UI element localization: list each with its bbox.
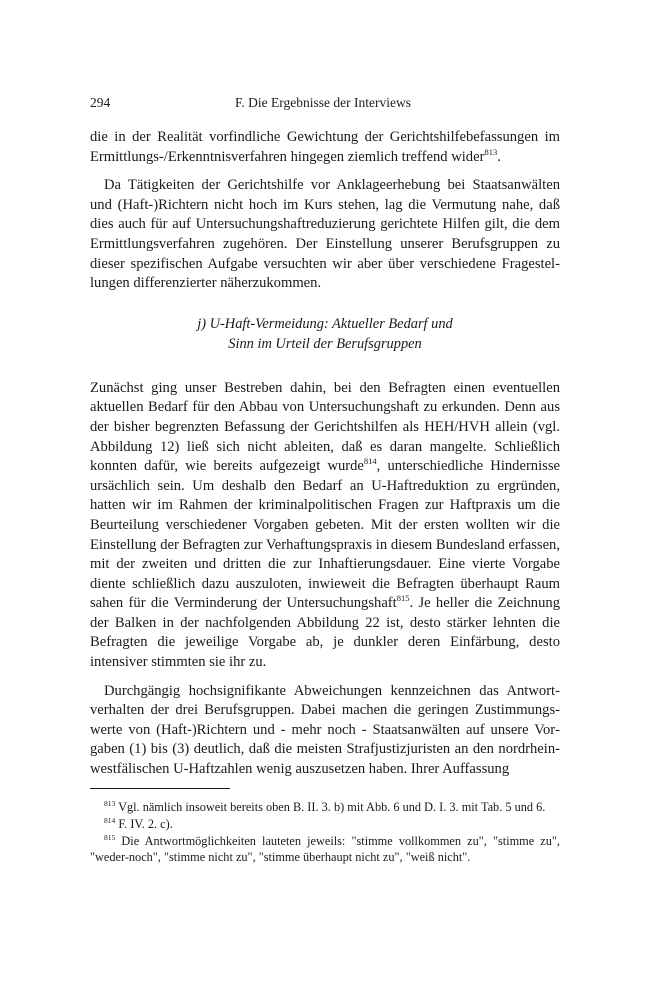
footnote-ref: 815 xyxy=(396,593,410,604)
section-heading-line: j) U-Haft-Vermeidung: Aktueller Bedarf und xyxy=(197,315,453,332)
section-heading xyxy=(90,314,560,354)
page-number: 294 xyxy=(90,95,111,110)
paragraph: Zunächst ging unser Bestreben dahin, bei den Befragten einen eventuellen aktuellen Bedarf für den Abbau von Untersuchungshaft zu erkunden. Denn aus der bisher begrenzten Befassung der Gerichtshilfen als HEH/HVH allein (vgl. Abbildung 12) ließ sich nicht ableiten, daß es daran mangelte. Schließlich konnten dafür, wie bereits aufgezeigt wurde$^{814}$, unterschiedliche Hindernisse ursächlich sein. Um deshalb den Bedarf an U-Haftreduktion zu ergründen, hatten wir im Rahmen der kriminalpolitischen Fragen zur Haftpraxis um die Beurteilung verschiedener Vorgaben gebeten. Mit der ersten wollten wir die Einstellung der Befragten zur Verhaftungspraxis in diesem Bundesland erfassen, mit der zweiten und dritten die zur Inhaftierungsdauer. Eine vierte Vorgabe diente schließlich dazu auszuloten, inwieweit die Befragten überhaupt Raum sahen für die Verminderung der Untersuchungshaft$^{815}$. Je heller die Zeichnung der Balken in der nachfolgenden Abbildung 22 ist, desto stärker lehnten die Befragten die jeweilige Vorgabe ab, je dunkler deren Einfärbung, desto intensiver stimmten sie ihr zu. xyxy=(90,379,560,671)
paragraph: Durchgängig hochsignifikante Abweichungen kennzeichnen das Antwortverhalten der drei Berufsgruppen. Dabei machen die geringen Zustimmungswerte von (Haft-)Richtern und - mehr noch - Staatsanwälten auf unsere Vorgaben (1) bis (3) deutlich, daß die meisten Strafjustizjuristen an den nordrhein-westfälischen U-Haftzahlen wenig auszusetzen haben. Ihrer Auffassung xyxy=(90,682,560,778)
footnote: $^{815}$ Die Antwortmöglichkeiten lauteten jeweils: "stimme vollkommen zu", "stimme zu", "weder-noch", "stimme nicht zu", "stimme überhaupt nicht zu", "weiß nicht". xyxy=(90,832,561,865)
paragraph: die in der Realität vorfindliche Gewichtung der Gerichtshilfebefassungen im Ermittlungs-/Erkenntnisverfahren hingegen ziemlich treffend wider$^{813}$. xyxy=(90,129,560,165)
footnote-ref: 814 xyxy=(363,456,377,467)
page-header xyxy=(90,95,560,115)
footnote-divider xyxy=(90,788,230,789)
section-heading-line: Sinn im Urteil der Berufsgruppen xyxy=(228,335,422,352)
footnote: $^{813}$ Vgl. nämlich insoweit bereits oben B. II. 3. b) mit Abb. 6 und D. I. 3. mit Tab. 5 und 6. xyxy=(104,799,546,814)
footnote-number: 814 xyxy=(104,815,116,825)
footnote-ref: 813 xyxy=(484,146,498,157)
running-head: F. Die Ergebnisse der Interviews xyxy=(235,95,412,110)
paragraph: Da Tätigkeiten der Gerichtshilfe vor Anklageerhebung bei Staatsanwälten und (Haft-)Richtern nicht hoch im Kurs stehen, lag die Vermutung nahe, daß dies auch für auf Untersuchungshaftreduzierung gerichtete Hilfen gilt, die dem Ermittlungsverfahren zugehören. Der Einstellung unserer Berufsgruppen zu dieser spezifischen Aufgabe versuchten wir aber über verschiedene Fragestellungen differenzierter näherzukommen. xyxy=(90,177,560,292)
footnotes xyxy=(90,799,560,866)
footnote-number: 813 xyxy=(104,799,116,808)
footnote-number: 815 xyxy=(104,832,116,842)
main-text xyxy=(90,128,560,789)
footnote: $^{814}$ F. IV. 2. c). xyxy=(104,815,173,831)
